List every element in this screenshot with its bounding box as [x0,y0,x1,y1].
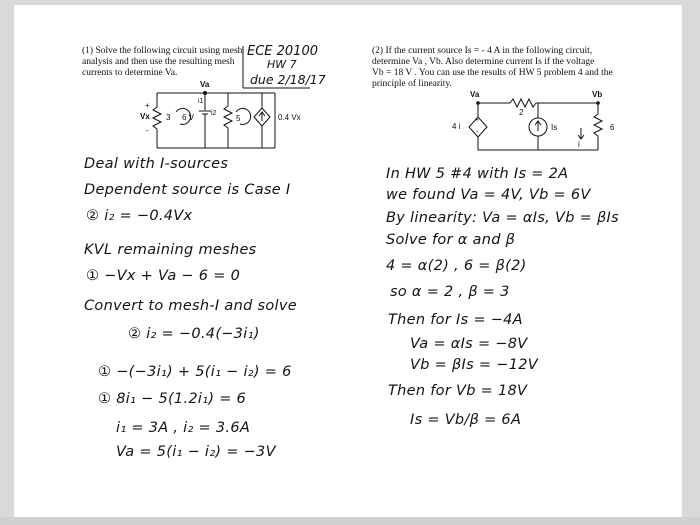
p1-line-2: analysis and then use the resulting mesh [82,57,235,67]
p2-sol-2: we found Va = 4V, Vb = 6V [386,187,591,203]
hw-number-note: HW 7 [267,58,297,71]
p2-sol-11: Is = Vb/β = 6A [410,412,522,428]
p2-plus: + [475,117,480,124]
p1-node-va: Va [200,80,210,89]
p2-sol-5: 4 = α(2) , 6 = β(2) [386,258,527,274]
p2-i: i [578,140,580,149]
p2-sol-8: Va = αIs = −8V [410,336,528,352]
p2-sol-4: Solve for α and β [386,232,516,248]
due-date-note: due 2/18/17 [250,72,326,87]
p2-line-2: determine Va , Vb. Also determine current Is if the voltage [372,57,595,67]
p1-sol-4: KVL remaining meshes [84,242,257,258]
p2-sol-7: Then for Is = −4A [388,312,523,328]
p1-sol-5: ① −Vx + Va − 6 = 0 [86,268,241,284]
p1-sol-9: ① 8i₁ − 5(1.2i₁) = 6 [98,391,247,407]
p2-r2: 2 [519,108,524,117]
p2-node-va: Va [470,90,480,99]
p2-line-4: principle of linearity. [372,79,452,89]
p2-line-3: Vb = 18 V . You can use the results of HW 5 problem 4 and the [372,68,613,78]
p1-i1: i1 [198,98,204,105]
p2-line-1: (2) If the current source Is = - 4 A in the following circuit, [372,46,593,56]
course-note: ECE 20100 [247,44,318,59]
p1-r1: 3 [166,113,171,122]
p1-r2: 5 [236,114,241,123]
p2-sol-3: By linearity: Va = αIs, Vb = βIs [386,210,619,226]
p1-line-3: currents to determine Va. [82,68,178,78]
p1-minus: - [146,126,149,135]
p1-plus: + [145,101,150,110]
p2-minus: - [476,129,479,136]
p2-dep-src: 4 i [452,122,461,131]
p2-sol-1: In HW 5 #4 with Is = 2A [386,166,569,182]
p2-node-vb: Vb [592,90,603,99]
p1-vx-label: Vx [140,112,150,121]
p1-vsrc: 6 V [182,113,195,122]
p2-sol-9: Vb = βIs = −12V [410,357,538,373]
p1-i2-mark: i2 [211,110,217,117]
p1-sol-8: ① −(−3i₁) + 5(i₁ − i₂) = 6 [98,364,292,380]
p1-sol-11: Va = 5(i₁ − i₂) = −3V [116,444,276,460]
p1-sol-10: i₁ = 3A , i₂ = 3.6A [116,420,251,436]
p1-sol-7: ② i₂ = −0.4(−3i₁) [128,326,260,342]
p2-sol-10: Then for Vb = 18V [388,383,528,399]
p2-r6: 6 [610,123,615,132]
p2-sol-6: so α = 2 , β = 3 [390,284,510,300]
p1-sol-2: Dependent source is Case I [84,182,291,198]
p1-sol-6: Convert to mesh-I and solve [84,298,297,314]
p1-sol-3: ② i₂ = −0.4Vx [86,208,193,224]
p1-line-1: (1) Solve the following circuit using mesh [82,46,243,56]
p1-sol-1: Deal with I-sources [84,156,229,172]
p2-is: Is [551,123,558,132]
p1-dep-src: 0.4 Vx [278,113,301,122]
